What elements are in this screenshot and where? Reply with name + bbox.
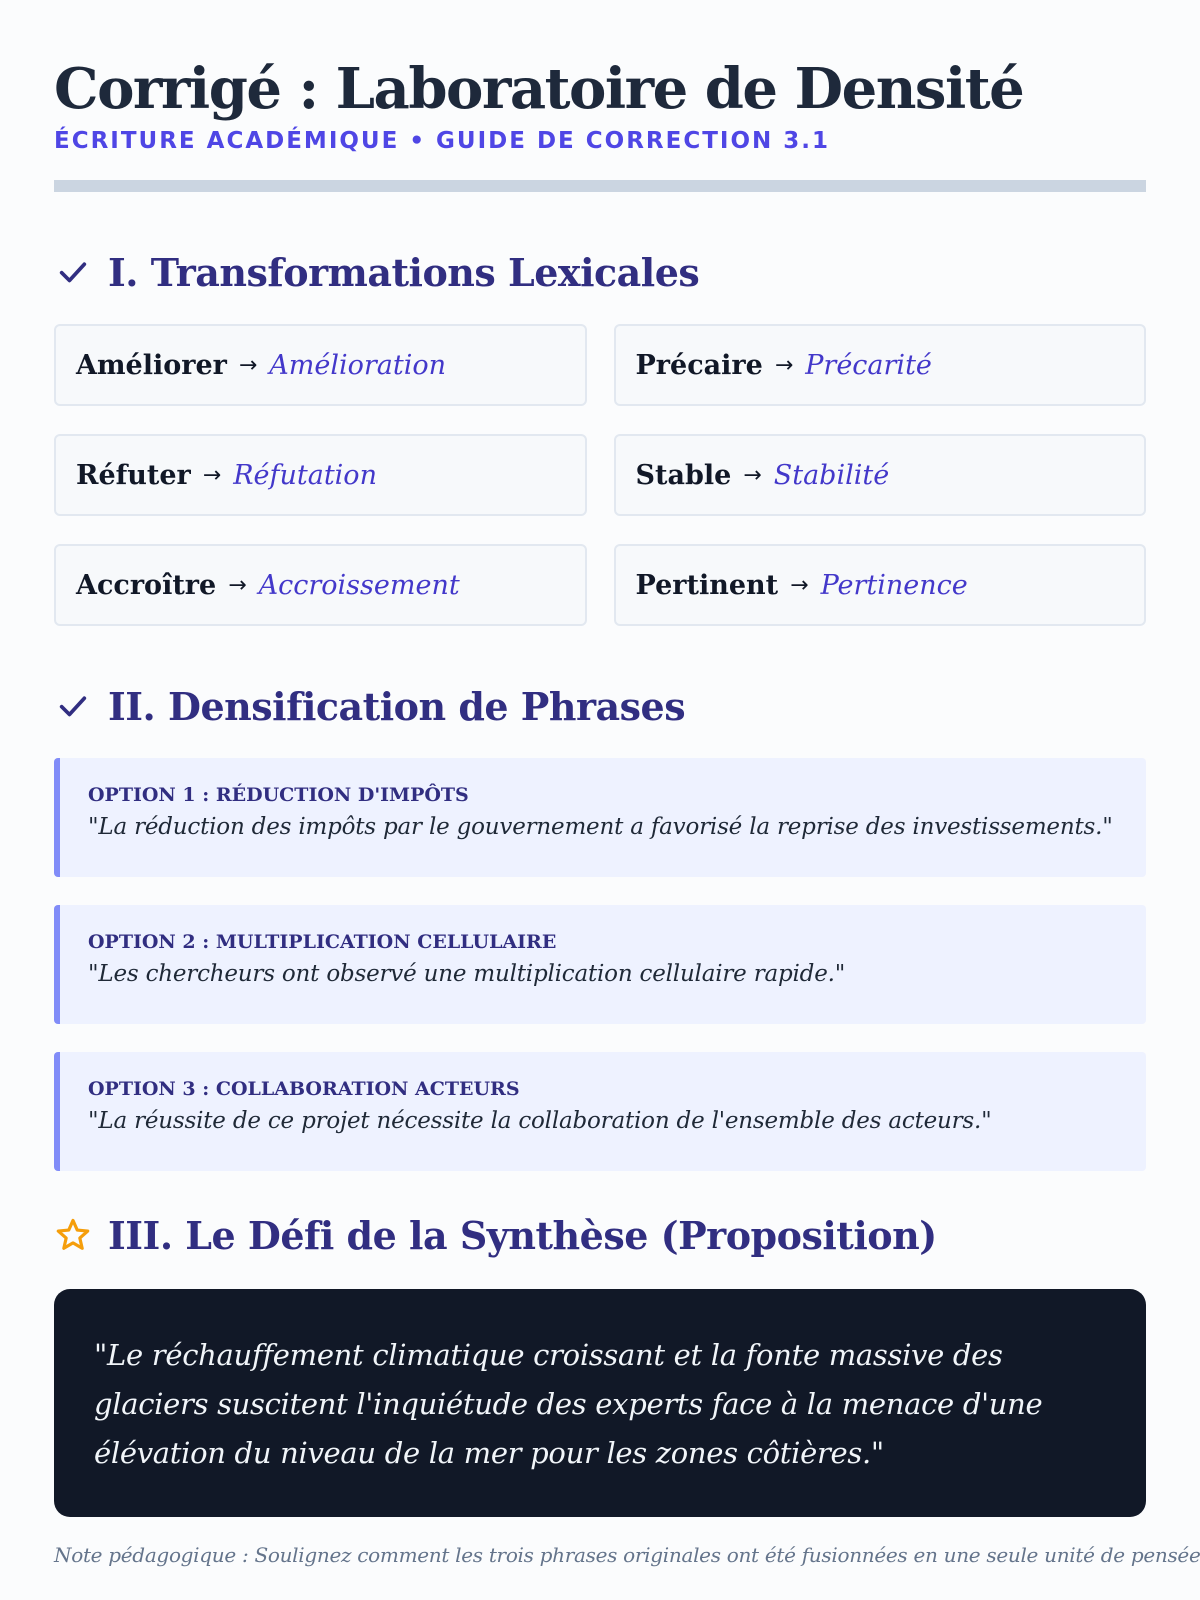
option-label: OPTION 1 : RÉDUCTION D'IMPÔTS	[88, 784, 469, 806]
derived-noun: Stabilité	[773, 459, 890, 491]
arrow-icon: →	[202, 462, 222, 488]
section-title: I. Transformations Lexicales	[108, 249, 700, 295]
check-icon	[54, 687, 92, 725]
word-pair-card	[614, 324, 1147, 406]
arrow-icon: →	[743, 462, 762, 488]
source-word: Stable	[635, 459, 732, 491]
derived-noun: Réfutation	[233, 459, 377, 491]
arrow-icon: →	[228, 572, 247, 598]
source-word: Précaire	[635, 349, 763, 381]
derived-noun: Pertinence	[820, 569, 968, 601]
word-pairs-grid	[54, 324, 1146, 626]
star-icon	[54, 1216, 92, 1254]
arrow-icon: →	[238, 352, 258, 378]
options-list	[54, 758, 1146, 1171]
option-sentence: "La réduction des impôts par le gouvernement a favorisé la reprise des investissements."	[88, 814, 1113, 840]
section-header	[54, 242, 1146, 302]
synthesis-panel	[54, 1289, 1146, 1517]
section-sentence-densification	[54, 676, 1146, 1171]
option-label: OPTION 3 : COLLABORATION ACTEURS	[88, 1078, 520, 1100]
word-pair-card	[54, 544, 587, 626]
word-pair-card	[54, 434, 587, 516]
section-header	[54, 1205, 1146, 1265]
option-card	[54, 1052, 1146, 1171]
page-title: Corrigé : Laboratoire de Densité	[54, 56, 1024, 122]
word-pair-card	[54, 324, 587, 406]
word-pair-card	[614, 434, 1147, 516]
option-sentence: "La réussite de ce projet nécessite la collaboration de l'ensemble des acteurs."	[88, 1108, 992, 1134]
option-label: OPTION 2 : MULTIPLICATION CELLULAIRE	[88, 931, 557, 953]
source-word: Réfuter	[76, 459, 191, 491]
arrow-icon: →	[774, 352, 794, 378]
source-word: Améliorer	[76, 349, 227, 381]
option-sentence: "Les chercheurs ont observé une multiplication cellulaire rapide."	[88, 961, 846, 987]
check-icon	[54, 253, 92, 291]
option-card	[54, 758, 1146, 877]
section-header	[54, 676, 1146, 736]
derived-noun: Accroissement	[258, 569, 460, 601]
page-subtitle: ÉCRITURE ACADÉMIQUE • GUIDE DE CORRECTION 3.1	[54, 128, 831, 154]
source-word: Accroître	[76, 569, 217, 601]
derived-noun: Amélioration	[269, 349, 447, 381]
word-pair-card	[614, 544, 1147, 626]
source-word: Pertinent	[635, 569, 779, 601]
derived-noun: Précarité	[805, 349, 932, 381]
synthesis-sentence: "Le réchauffement climatique croissant et la fonte massive des glaciers suscitent l'inquiétude des experts face à la menace d'une élévation du niveau de la mer pour les zones côtières."	[94, 1338, 1043, 1470]
header-divider	[54, 180, 1146, 192]
arrow-icon: →	[790, 572, 809, 598]
section-lexical-transformations	[54, 242, 1146, 626]
section-title: II. Densification de Phrases	[108, 683, 686, 729]
option-card	[54, 905, 1146, 1024]
pedagogical-note: Note pédagogique : Soulignez comment les trois phrases originales ont été fusionnées en une seule unité de pensée	[54, 1543, 1200, 1567]
section-title: III. Le Défi de la Synthèse (Proposition)	[108, 1212, 937, 1258]
section-synthesis-challenge	[54, 1205, 1200, 1567]
